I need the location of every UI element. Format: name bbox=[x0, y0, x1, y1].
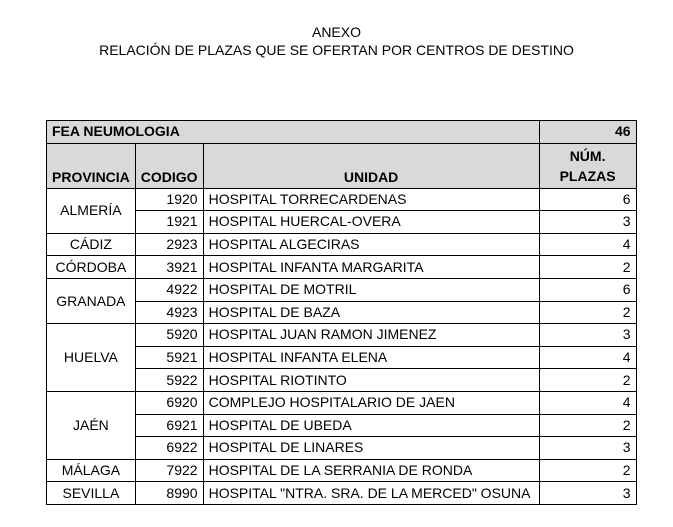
codigo-cell: 4923 bbox=[135, 301, 203, 324]
plazas-cell: 3 bbox=[539, 324, 636, 347]
unidad-cell: HOSPITAL DE LINARES bbox=[203, 437, 539, 460]
plazas-cell: 2 bbox=[539, 301, 636, 324]
plazas-cell: 4 bbox=[539, 346, 636, 369]
table-row bbox=[47, 233, 637, 256]
codigo-cell: 7922 bbox=[135, 459, 203, 482]
codigo-cell: 5920 bbox=[135, 324, 203, 347]
table-row bbox=[47, 301, 637, 324]
unidad-cell: COMPLEJO HOSPITALARIO DE JAEN bbox=[203, 391, 539, 414]
provincia-cell: CÓRDOBA bbox=[47, 256, 136, 279]
plazas-cell: 2 bbox=[539, 414, 636, 437]
plazas-cell: 6 bbox=[539, 278, 636, 301]
col-header-codigo: CODIGO bbox=[135, 143, 203, 188]
codigo-cell: 5921 bbox=[135, 346, 203, 369]
specialty-name: FEA NEUMOLOGIA bbox=[47, 121, 540, 144]
col-header-unidad: UNIDAD bbox=[203, 143, 539, 188]
unidad-cell: HOSPITAL DE LA SERRANIA DE RONDA bbox=[203, 459, 539, 482]
provincia-cell: HUELVA bbox=[47, 324, 136, 392]
positions-table-body bbox=[47, 121, 637, 505]
document-subtitle: RELACIÓN DE PLAZAS QUE SE OFERTAN POR CENTROS DE DESTINO bbox=[99, 42, 574, 58]
provincia-cell: GRANADA bbox=[47, 278, 136, 323]
unidad-cell: HOSPITAL DE BAZA bbox=[203, 301, 539, 324]
table-row bbox=[47, 391, 637, 414]
col-header-plazas-line2: PLAZAS bbox=[559, 167, 616, 184]
plazas-cell: 2 bbox=[539, 256, 636, 279]
unidad-cell: HOSPITAL DE UBEDA bbox=[203, 414, 539, 437]
col-header-plazas-line1: NÚM. bbox=[569, 147, 606, 164]
plazas-cell: 3 bbox=[539, 482, 636, 505]
codigo-cell: 6920 bbox=[135, 391, 203, 414]
codigo-cell: 8990 bbox=[135, 482, 203, 505]
provincia-cell: JAÉN bbox=[47, 391, 136, 459]
table-row bbox=[47, 256, 637, 279]
unidad-cell: HOSPITAL HUERCAL-OVERA bbox=[203, 211, 539, 234]
table-row bbox=[47, 346, 637, 369]
column-header-row bbox=[47, 143, 637, 188]
unidad-cell: HOSPITAL DE MOTRIL bbox=[203, 278, 539, 301]
provincia-cell: ALMERÍA bbox=[47, 188, 136, 233]
unidad-cell: HOSPITAL RIOTINTO bbox=[203, 369, 539, 392]
codigo-cell: 6922 bbox=[135, 437, 203, 460]
unidad-cell: HOSPITAL INFANTA ELENA bbox=[203, 346, 539, 369]
table-row bbox=[47, 482, 637, 505]
plazas-cell: 4 bbox=[539, 391, 636, 414]
codigo-cell: 6921 bbox=[135, 414, 203, 437]
table-row bbox=[47, 278, 637, 301]
unidad-cell: HOSPITAL TORRECARDENAS bbox=[203, 188, 539, 211]
codigo-cell: 1921 bbox=[135, 211, 203, 234]
plazas-cell: 3 bbox=[539, 437, 636, 460]
codigo-cell: 1920 bbox=[135, 188, 203, 211]
provincia-cell: CÁDIZ bbox=[47, 233, 136, 256]
table-row bbox=[47, 324, 637, 347]
unidad-cell: HOSPITAL INFANTA MARGARITA bbox=[203, 256, 539, 279]
codigo-cell: 4922 bbox=[135, 278, 203, 301]
plazas-cell: 2 bbox=[539, 369, 636, 392]
table-row bbox=[47, 459, 637, 482]
plazas-cell: 4 bbox=[539, 233, 636, 256]
table-row bbox=[47, 188, 637, 211]
unidad-cell: HOSPITAL ALGECIRAS bbox=[203, 233, 539, 256]
positions-table bbox=[46, 120, 637, 505]
plazas-cell: 6 bbox=[539, 188, 636, 211]
plazas-cell: 2 bbox=[539, 459, 636, 482]
col-header-provincia: PROVINCIA bbox=[47, 143, 136, 188]
specialty-total: 46 bbox=[539, 121, 636, 144]
col-header-plazas bbox=[539, 143, 636, 188]
provincia-cell: MÁLAGA bbox=[47, 459, 136, 482]
codigo-cell: 5922 bbox=[135, 369, 203, 392]
table-row bbox=[47, 369, 637, 392]
unidad-cell: HOSPITAL JUAN RAMON JIMENEZ bbox=[203, 324, 539, 347]
annex-title: ANEXO bbox=[311, 24, 361, 40]
codigo-cell: 2923 bbox=[135, 233, 203, 256]
table-row bbox=[47, 437, 637, 460]
provincia-cell: SEVILLA bbox=[47, 482, 136, 505]
unidad-cell: HOSPITAL "NTRA. SRA. DE LA MERCED" OSUNA bbox=[203, 482, 539, 505]
specialty-row bbox=[47, 121, 637, 144]
plazas-cell: 3 bbox=[539, 211, 636, 234]
table-row bbox=[47, 211, 637, 234]
table-row bbox=[47, 414, 637, 437]
codigo-cell: 3921 bbox=[135, 256, 203, 279]
